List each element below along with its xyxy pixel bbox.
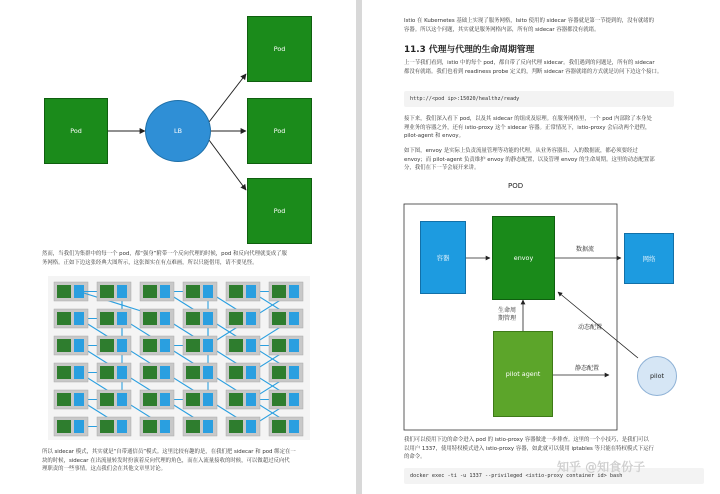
mesh-sidecar (246, 285, 256, 298)
code-block-docker-exec (404, 468, 704, 484)
dynamic-config-label: 动态配置 (578, 324, 603, 331)
right-intro (404, 17, 704, 34)
mesh-sidecar (74, 393, 84, 406)
mesh-sidecar (289, 420, 299, 433)
mesh-pod (229, 393, 243, 406)
text-line: 都没有就绪。我们也看到 readiness probe 定义的，判断 sidecar 容器就绪的方式就是访问下边这个接口。 (404, 68, 663, 75)
pilot-circle: pilot (637, 356, 677, 396)
right-paragraph-2 (404, 115, 704, 141)
mesh-pod (272, 312, 286, 325)
watermark: 知乎 @知食份子 (557, 460, 646, 474)
mesh-sidecar (74, 285, 84, 298)
mesh-sidecar (117, 393, 127, 406)
mesh-sidecar (203, 393, 213, 406)
mesh-sidecar (246, 312, 256, 325)
left-paragraph-1 (42, 250, 332, 267)
text-line: 然而，当我们为集群中的每一个 pod，都“强身”附带一个反向代理的时候，pod 和反向代理就变成了服 (42, 251, 287, 257)
text-line: 我们可以使用下边的命令进入 pod 的 istio-proxy 容器做进一步排查。这里的一个小技巧，是我们可以 (404, 437, 649, 443)
mesh-sidecar (289, 339, 299, 352)
mesh-pod (57, 312, 71, 325)
mesh-pod (229, 339, 243, 352)
envoy-box: envoy (492, 216, 555, 300)
left-page (0, 0, 356, 494)
lifecycle-label: 生命周期管理 (498, 307, 517, 322)
mesh-pod (272, 285, 286, 298)
mesh-pod (143, 339, 157, 352)
code-text: http://<pod ip>:15020/healthz/ready (410, 96, 520, 102)
mesh-sidecar (117, 339, 127, 352)
mesh-sidecar (289, 366, 299, 379)
section-title: 11.3 代理与代理的生命周期管理 (404, 45, 535, 55)
service-mesh-diagram (48, 276, 310, 440)
mesh-pod (186, 420, 200, 433)
mesh-pod (57, 339, 71, 352)
target-pod-box: Pod (247, 98, 312, 164)
right-paragraph-1 (404, 59, 704, 76)
mesh-sidecar (203, 312, 213, 325)
right-page (362, 0, 720, 494)
mesh-sidecar (117, 312, 127, 325)
pilot-agent-box: pilot agent (493, 331, 553, 417)
text-line: 分，我们在下一节会展开来讲。 (404, 165, 480, 172)
mesh-sidecar (246, 393, 256, 406)
mesh-sidecar (203, 285, 213, 298)
mesh-sidecar (289, 285, 299, 298)
text-line: 理职责的一些事情。这点我们会在其他文章里讨论。 (42, 466, 166, 473)
mesh-pod (186, 393, 200, 406)
text-line: pilot-agent 和 envoy。 (404, 133, 464, 140)
network-box: 网络 (624, 233, 674, 284)
mesh-pod (143, 312, 157, 325)
text-line: 务网格。正如下边这张经典大图所示，这张图实在有点难画，所以只能借用，请不要见怪。 (42, 259, 258, 266)
text-line: Istio 在 Kubernetes 基础上实现了服务网格，Isito 使用的 sidecar 容器就是第一节提到的，没有就绪的 (404, 18, 655, 24)
mesh-sidecar (160, 339, 170, 352)
mesh-pod (143, 366, 157, 379)
text-line: 所以 sidecar 模式，其实就是“自带通信员”模式。这里比较有趣的是，在我们把 sidecar 和 pod 绑定在一 (42, 449, 296, 455)
mesh-pod (229, 366, 243, 379)
mesh-pod (143, 420, 157, 433)
mesh-pod (143, 285, 157, 298)
text-line: envoy；而 pilot-agent 负责维护 envoy 的静态配置，以及管理 envoy 的生命周期。这里的动态配置部 (404, 156, 655, 163)
mesh-sidecar (160, 312, 170, 325)
mesh-sidecar (74, 366, 84, 379)
text-line: 理业务的容器之外，还有 istio-proxy 这个 sidecar 容器。正常情况下，istio-proxy 会启动两个进程， (404, 124, 651, 131)
static-config-label: 静态配置 (575, 365, 600, 372)
text-line: 以用户 1337，使用特权模式进入 istio-proxy 容器，如此就可以使用 iptables 等只能在特权模式下运行 (404, 445, 654, 452)
target-pod-box: Pod (247, 16, 312, 82)
right-paragraph-4 (404, 436, 704, 462)
text-line: 容器。所以这个问题，其实就是服务网格内部，所有的 sidecar 容器都没有就绪。 (404, 26, 600, 33)
mesh-pod (186, 339, 200, 352)
container-box: 容器 (420, 221, 466, 294)
mesh-sidecar (246, 339, 256, 352)
mesh-sidecar (289, 312, 299, 325)
mesh-pod (57, 420, 71, 433)
mesh-pod (186, 312, 200, 325)
right-paragraph-3 (404, 147, 704, 173)
code-text: docker exec -ti -u 1337 --privileged <istio-proxy container id> bash (410, 473, 623, 479)
mesh-pod (186, 285, 200, 298)
mesh-pod (186, 366, 200, 379)
data-flow-label: 数据流 (576, 246, 595, 253)
mesh-sidecar (160, 285, 170, 298)
mesh-sidecar (160, 366, 170, 379)
mesh-pod (272, 393, 286, 406)
mesh-sidecar (203, 420, 213, 433)
mesh-pod (100, 312, 114, 325)
mesh-sidecar (74, 339, 84, 352)
mesh-sidecar (160, 393, 170, 406)
source-pod-box: Pod (44, 98, 108, 164)
mesh-sidecar (289, 393, 299, 406)
mesh-sidecar (117, 366, 127, 379)
mesh-pod (57, 393, 71, 406)
mesh-sidecar (74, 312, 84, 325)
mesh-pod (100, 285, 114, 298)
arrow-lb-to-pod-3 (209, 140, 246, 190)
text-line: 上一节我们看到，istio 中的每个 pod，都自带了反向代理 sidecar。我们遇到的问题是，所有的 sidecar (404, 60, 655, 66)
mesh-sidecar (246, 366, 256, 379)
target-pod-box: Pod (247, 178, 312, 244)
mesh-pod (272, 366, 286, 379)
mesh-pod (229, 420, 243, 433)
mesh-sidecar (160, 420, 170, 433)
mesh-sidecar (74, 420, 84, 433)
mesh-pod (100, 366, 114, 379)
mesh-pod (100, 393, 114, 406)
mesh-pod (57, 366, 71, 379)
mesh-sidecar (117, 285, 127, 298)
text-line: 如下图，envoy 是实际上负责流量管理等功能的代理，从业务容器出、入的数据流，都必须要经过 (404, 148, 638, 154)
lb-circle: LB (145, 100, 211, 162)
text-line: 接下来，我们深入看下 pod，以及其 sidecar 的组成及原理。在服务网格里，一个 pod 内部除了本身处 (404, 116, 652, 122)
left-paragraph-2 (42, 448, 332, 474)
mesh-sidecar (117, 420, 127, 433)
code-block-readiness-url (404, 91, 674, 107)
mesh-sidecar (246, 420, 256, 433)
mesh-pod (229, 285, 243, 298)
mesh-pod (100, 339, 114, 352)
text-line: 块的时候，sidecar 在出流量转发时扮演着反向代理的角色，而在入流量接收的时候，可以做超过反向代 (42, 457, 290, 464)
mesh-pod (229, 312, 243, 325)
text-line: 的命令。 (404, 454, 426, 461)
mesh-pod (100, 420, 114, 433)
mesh-sidecar (203, 366, 213, 379)
mesh-pod (272, 339, 286, 352)
mesh-sidecar (203, 339, 213, 352)
mesh-pod (272, 420, 286, 433)
pod-diagram-title: POD (508, 182, 524, 190)
mesh-pod (57, 285, 71, 298)
arrow-lb-to-pod-1 (209, 74, 246, 122)
mesh-pod (143, 393, 157, 406)
